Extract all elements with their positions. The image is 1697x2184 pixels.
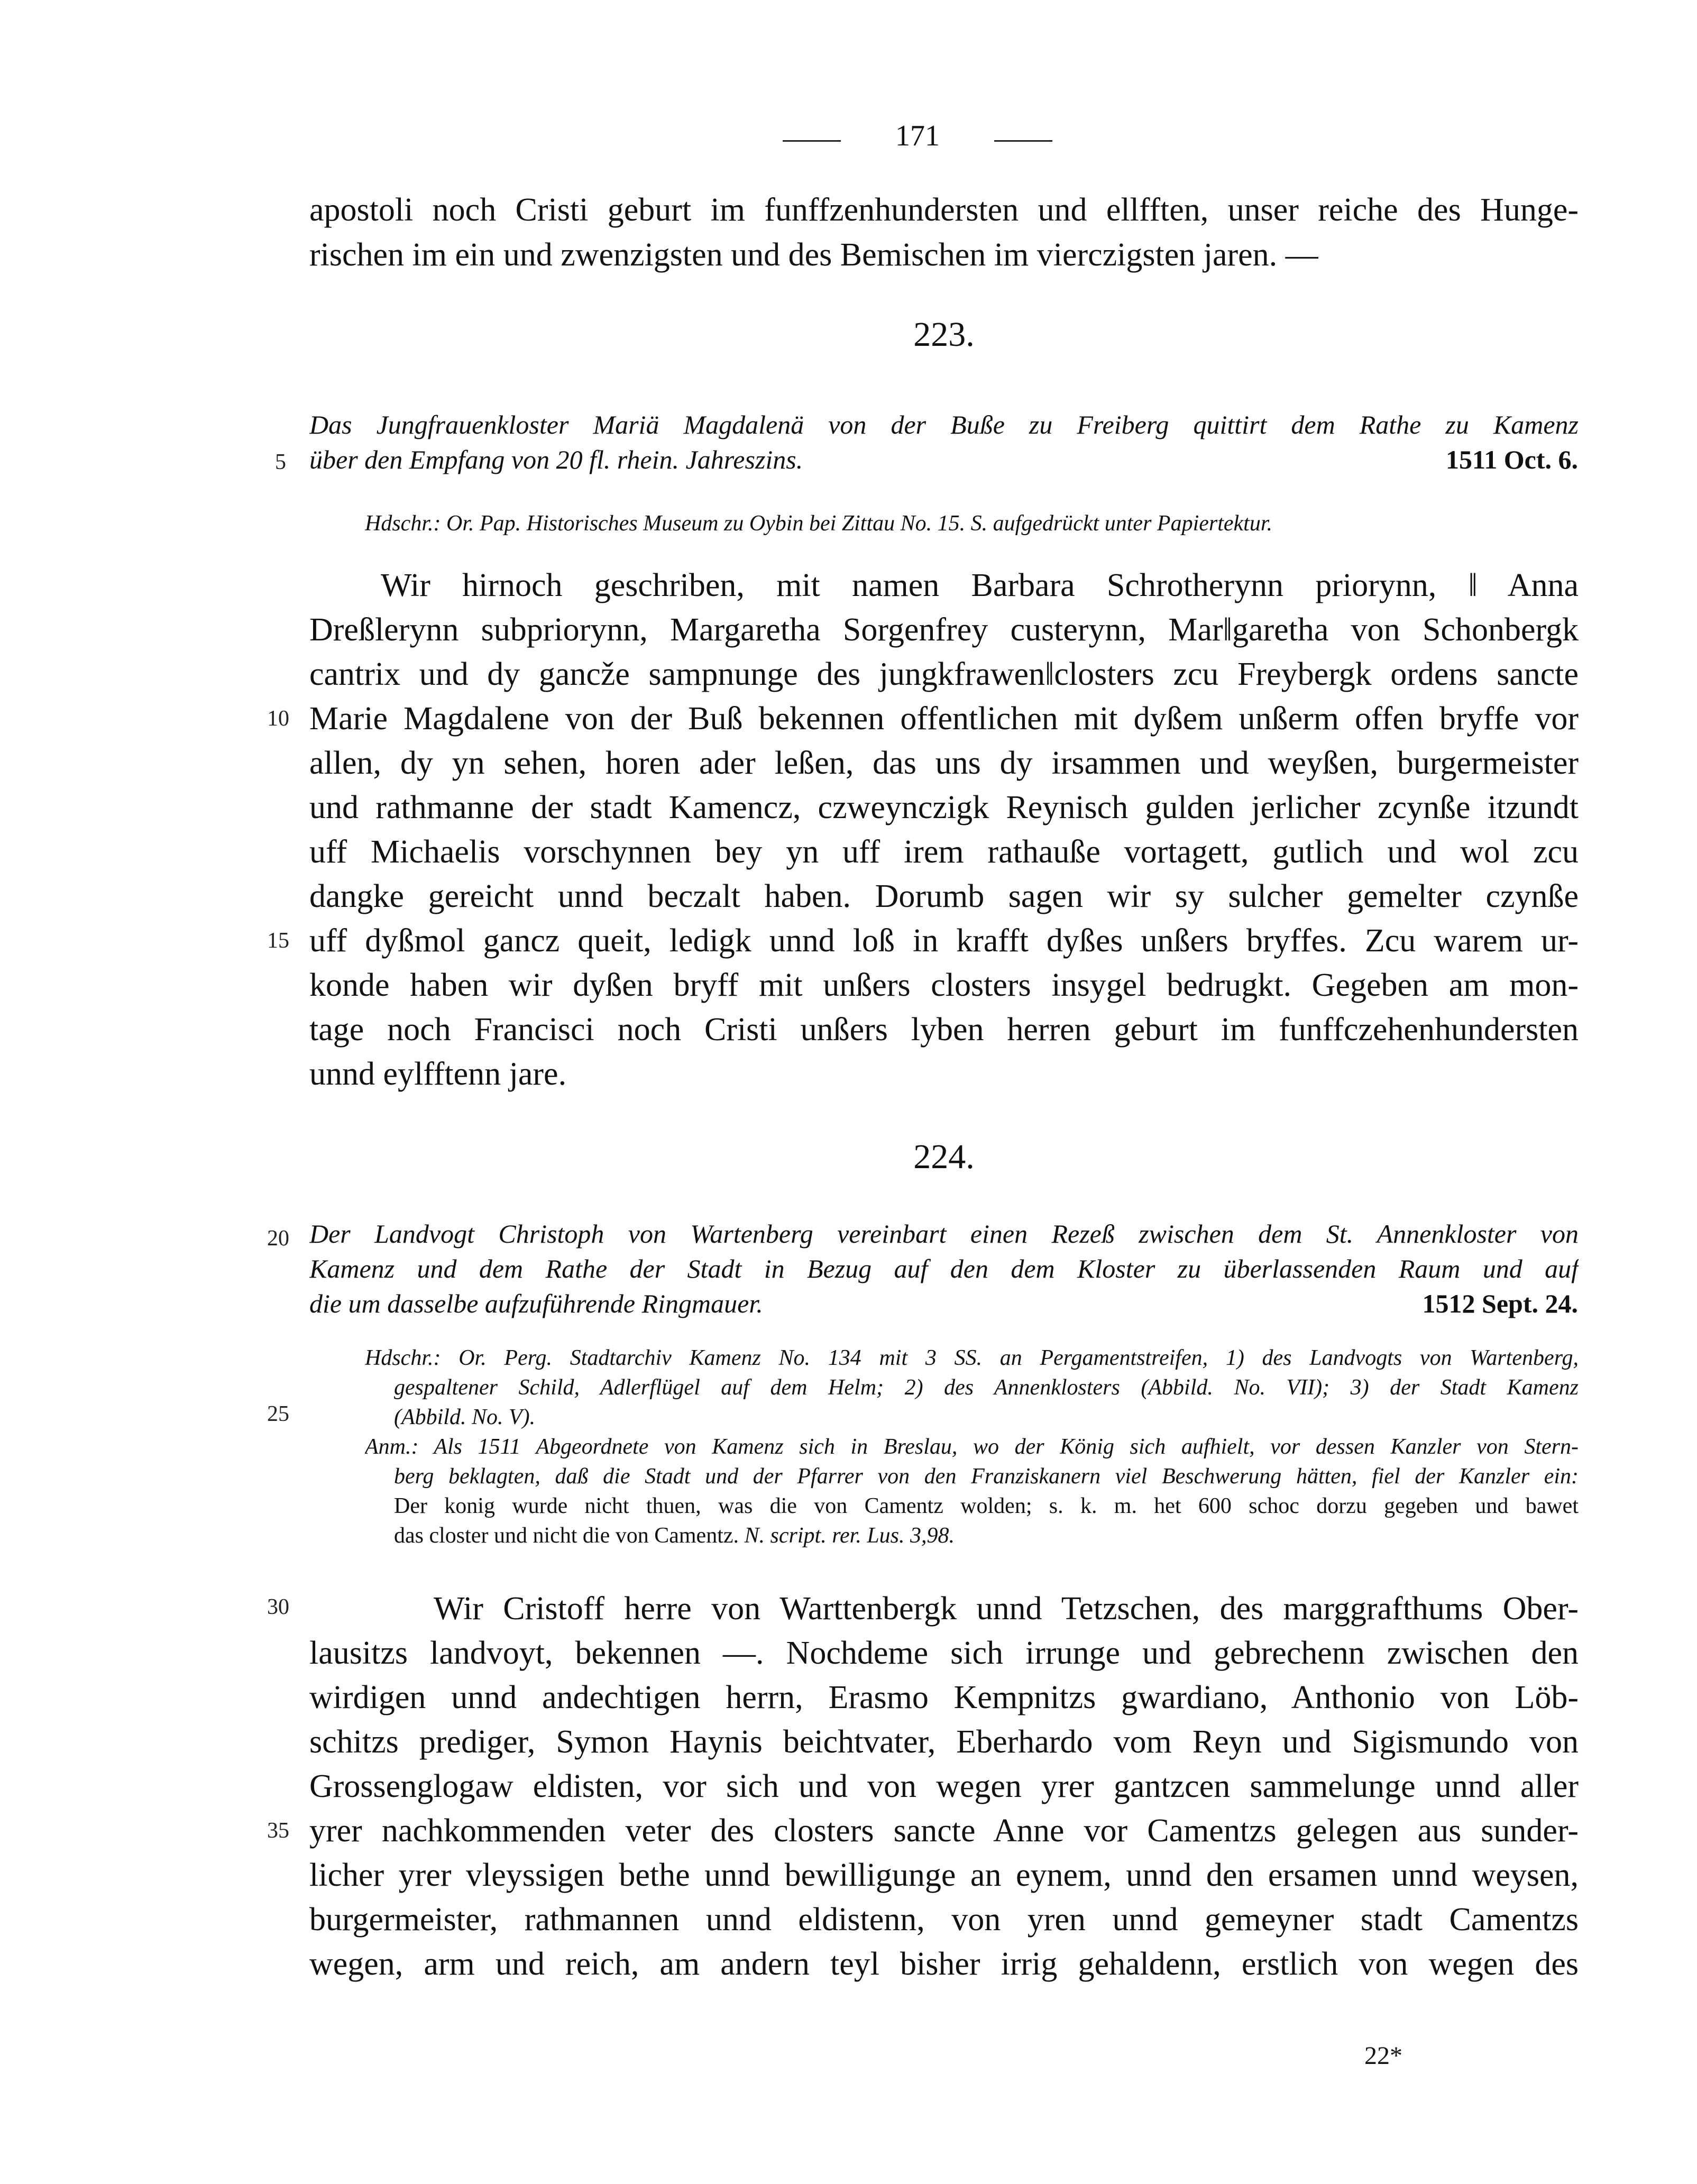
body-223-line: allen, dy yn sehen, horen ader leßen, das uns dy irsammen und weyßen, burgermeister xyxy=(309,745,1579,781)
source-note-224-line: (Abbild. No. V). xyxy=(394,1405,536,1429)
document-number-224: 224. xyxy=(913,1137,975,1176)
body-224-line: lausitzs landvoyt, bekennen —. Nochdeme sich irrunge und gebrechenn zwischen den xyxy=(309,1635,1579,1671)
line-number: 5 xyxy=(275,450,286,474)
body-224-line: Grossenglogaw eldisten, vor sich und von wegen yrer gantzcen sammelunge unnd aller xyxy=(309,1768,1579,1804)
body-224-line: wirdigen unnd andechtigen herrn, Erasmo Kempnitzs gwardiano, Anthonio von Löb- xyxy=(309,1680,1579,1715)
body-223-line: Marie Magdalene von der Buß bekennen offentlichen mit dyßem unßerm offen bryffe vor xyxy=(309,701,1579,737)
body-223-line: uff Michaelis vorschynnen bey yn uff irem rathauße vortagett, gutlich und wol zcu xyxy=(309,834,1579,870)
annotation-224-line: Anm.: Als 1511 Abgeordnete von Kamenz sich in Breslau, wo der König sich aufhielt, vor dessen Kanzler von Stern- xyxy=(365,1435,1579,1459)
summary-224-line: Kamenz und dem Rathe der Stadt in Bezug auf den dem Kloster zu überlassenden Raum und auf xyxy=(309,1254,1579,1283)
body-224-line: schitzs prediger, Symon Haynis beichtvater, Eberhardo vom Reyn und Sigismundo von xyxy=(309,1724,1579,1760)
body-223-line: dangke gereicht unnd beczalt haben. Dorumb sagen wir sy sulcher gemelter czynße xyxy=(309,878,1579,914)
date-224: 1512 Sept. 24. xyxy=(1422,1289,1578,1318)
source-note-224-line: gespaltener Schild, Adlerflügel auf dem Helm; 2) des Annenklosters (Abbild. No. VII); 3) der Stadt Kamenz xyxy=(394,1375,1579,1400)
body-223-line: und rathmanne der stadt Kamencz, czweynczigk Reynisch gulden jerlicher zcynße itzundt xyxy=(309,790,1579,825)
document-number-223: 223. xyxy=(913,315,975,354)
line-number: 10 xyxy=(267,706,289,731)
continuation-line: apostoli noch Cristi geburt im funffzenhundersten und ellfften, unser reiche des Hunge- xyxy=(309,192,1579,228)
line-number: 20 xyxy=(267,1226,289,1251)
body-224-line: Wir Cristoff herre von Warttenbergk unnd Tetzschen, des marggrafthums Ober- xyxy=(434,1591,1579,1627)
line-number: 25 xyxy=(267,1402,289,1426)
body-223-line: Dreßlerynn subpriorynn, Margaretha Sorgenfrey custerynn, Mar‖garetha von Schonbergk xyxy=(309,612,1579,648)
body-223-line: Wir hirnoch geschriben, mit namen Barbara Schrotherynn priorynn, ‖ Anna xyxy=(381,567,1579,603)
body-223-line: konde haben wir dyßen bryff mit unßers closters insygel bedrugkt. Gegeben am mon- xyxy=(309,967,1579,1003)
continuation-line: rischen im ein und zwenzigsten und des Bemischen im vierczigsten jaren. — xyxy=(309,237,1318,273)
body-224-line: burgermeister, rathmannen unnd eldistenn, von yren unnd gemeyner stadt Camentzs xyxy=(309,1902,1579,1938)
annotation-224-line: berg beklagten, daß die Stadt und der Pfarrer von den Franziskanern viel Beschwerung hätten, fiel der Kanzler ein: xyxy=(394,1464,1579,1489)
summary-224-line: die um dasselbe aufzuführende Ringmauer. xyxy=(309,1289,763,1318)
line-number: 35 xyxy=(267,1819,289,1843)
summary-224-line: Der Landvogt Christoph von Wartenberg vereinbart einen Rezeß zwischen dem St. Annenkloster von xyxy=(309,1219,1579,1249)
body-223-line: tage noch Francisci noch Cristi unßers lyben herren geburt im funffczehenhundersten xyxy=(309,1012,1579,1048)
summary-223-line: Das Jungfrauenkloster Mariä Magdalenä von der Buße zu Freiberg quittirt dem Rathe zu Kamenz xyxy=(309,410,1579,439)
annotation-224-last-line xyxy=(394,1521,1579,1550)
signature-mark: 22* xyxy=(1364,2042,1402,2070)
page-header xyxy=(783,119,1058,161)
body-224-line: wegen, arm und reich, am andern teyl bisher irrig gehaldenn, erstlich von wegen des xyxy=(309,1946,1579,1982)
source-note-223: Hdschr.: Or. Pap. Historisches Museum zu Oybin bei Zittau No. 15. S. aufgedrückt unter Papiertektur. xyxy=(365,511,1273,536)
source-note-224-line: Hdschr.: Or. Perg. Stadtarchiv Kamenz No. 134 mit 3 SS. an Pergamentstreifen, 1) des Landvogts von Wartenberg, xyxy=(365,1346,1579,1370)
annotation-224-quote: Der konig wurde nicht thuen, was die von Camentz wolden; s. k. m. het 600 schoc dorzu gegeben und bawet xyxy=(394,1494,1579,1518)
line-number: 15 xyxy=(267,929,289,953)
body-224-line: licher yrer vleyssigen bethe unnd bewilligunge an eynem, unnd den ersamen unnd weysen, xyxy=(309,1857,1579,1893)
date-223: 1511 Oct. 6. xyxy=(1446,445,1578,474)
page-number: 171 xyxy=(895,120,940,152)
body-223-line: uff dyßmol gancz queit, ledigk unnd loß in krafft dyßes unßers bryffes. Zcu warem ur- xyxy=(309,923,1579,959)
body-224-line: yrer nachkommenden veter des closters sancte Anne vor Camentzs gelegen aus sunder- xyxy=(309,1813,1579,1849)
header-rule-right xyxy=(994,140,1052,142)
line-number: 30 xyxy=(267,1595,289,1619)
annotation-224-quote-end: das closter und nicht die von Camentz. xyxy=(394,1524,739,1548)
annotation-224-reference: N. script. rer. Lus. 3,98. xyxy=(744,1524,955,1548)
body-223-line: unnd eylfftenn jare. xyxy=(309,1056,567,1092)
summary-223-line: über den Empfang von 20 fl. rhein. Jahreszins. xyxy=(309,445,803,474)
body-223-line: cantrix und dy gancže sampnunge des jungkfrawen‖closters zcu Freybergk ordens sancte xyxy=(309,656,1579,692)
